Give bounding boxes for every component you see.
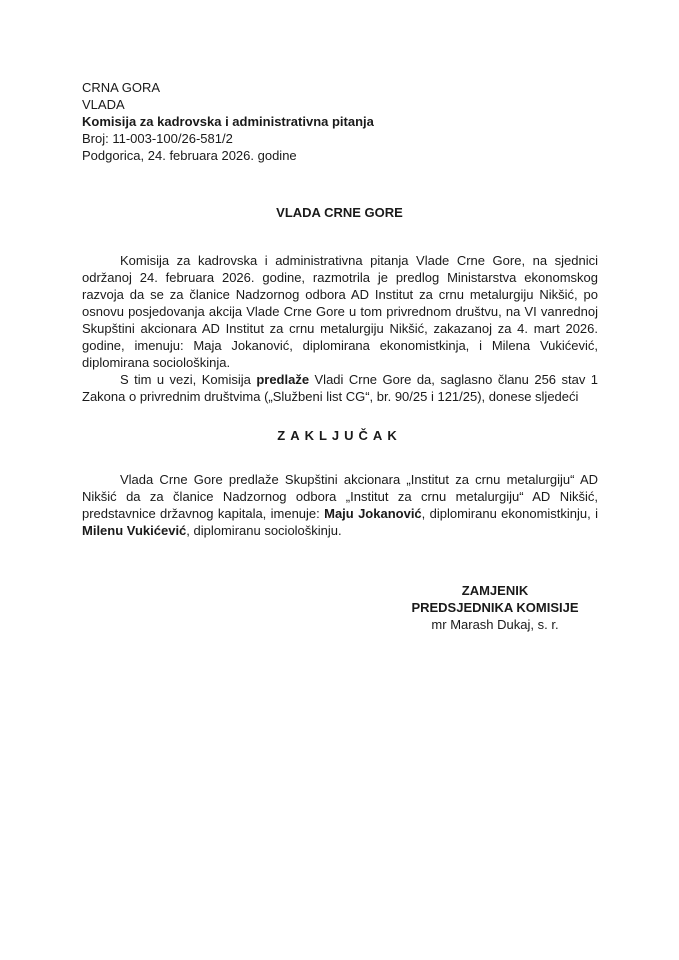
conclusion-body xyxy=(82,471,598,539)
conclusion-text-1: Vlada Crne Gore predlaže Skupštini akcionara „Institut za crnu metalurgiju“ AD Nikšić da za članice Nadzornog odbora „Institut za crnu metalurgiju“ AD Nikšić, predstavnice državnog kapitala, imenuje: xyxy=(82,472,598,521)
appointee-name-2: Milenu Vukićević xyxy=(82,523,187,538)
paragraph-conclusion xyxy=(82,471,598,539)
conclusion-text-2: , diplomiranu ekonomistkinju, i xyxy=(421,506,598,521)
paragraph-proposal xyxy=(82,371,598,405)
appointee-name-1: Maju Jokanović xyxy=(324,506,422,521)
header-place-date: Podgorica, 24. februara 2026. godine xyxy=(82,148,297,163)
header-commission: Komisija za kadrovska i administrativna pitanja xyxy=(82,114,374,129)
header-reference-number: Broj: 11-003-100/26-581/2 xyxy=(82,131,233,146)
signature-block xyxy=(390,582,600,633)
paragraph-consideration: Komisija za kadrovska i administrativna pitanja Vlade Crne Gore, na sjednici održanoj 24. februara 2026. godine, razmotrila je predlog Ministarstva ekonomskog razvoja da se za članice Nadzornog odbora AD Institut za crnu metalurgiju Nikšić, po osnovu posjedovanja akcija Vlade Crne Gore u tom privrednom društvu, na VI vanrednoj Skupštini akcionara AD Institut za crnu metalurgiju Nikšić, zakazanoj za 4. mart 2026. godine, imenuju: Maja Jokanović, diplomirana ekonomistkinja, i Milena Vukićević, diplomirana sociološkinja. xyxy=(82,253,598,370)
header-institution: VLADA xyxy=(82,97,125,112)
paragraph-proposal-start: S tim u vezi, Komisija xyxy=(120,372,257,387)
signature-title-line2: PREDSJEDNIKA KOMISIJE xyxy=(411,600,579,615)
paragraph-proposal-end: Vladi Crne Gore da, saglasno članu 256 stav 1 Zakona o privrednim društvima („Službeni list CG“, br. 90/25 i 121/25), donese sljedeći xyxy=(82,372,598,404)
conclusion-title: ZAKLJUČAK xyxy=(277,428,402,443)
document-header xyxy=(82,79,374,164)
signature-title-line1: ZAMJENIK xyxy=(461,583,529,598)
conclusion-text-3: , diplomiranu sociološkinju. xyxy=(186,523,342,538)
paragraph-proposal-verb: predlaže xyxy=(256,372,310,387)
body-paragraphs xyxy=(82,252,598,405)
header-country: CRNA GORA xyxy=(82,80,161,95)
document-title: VLADA CRNE GORE xyxy=(276,205,403,220)
signature-name: mr Marash Dukaj, s. r. xyxy=(431,617,559,632)
